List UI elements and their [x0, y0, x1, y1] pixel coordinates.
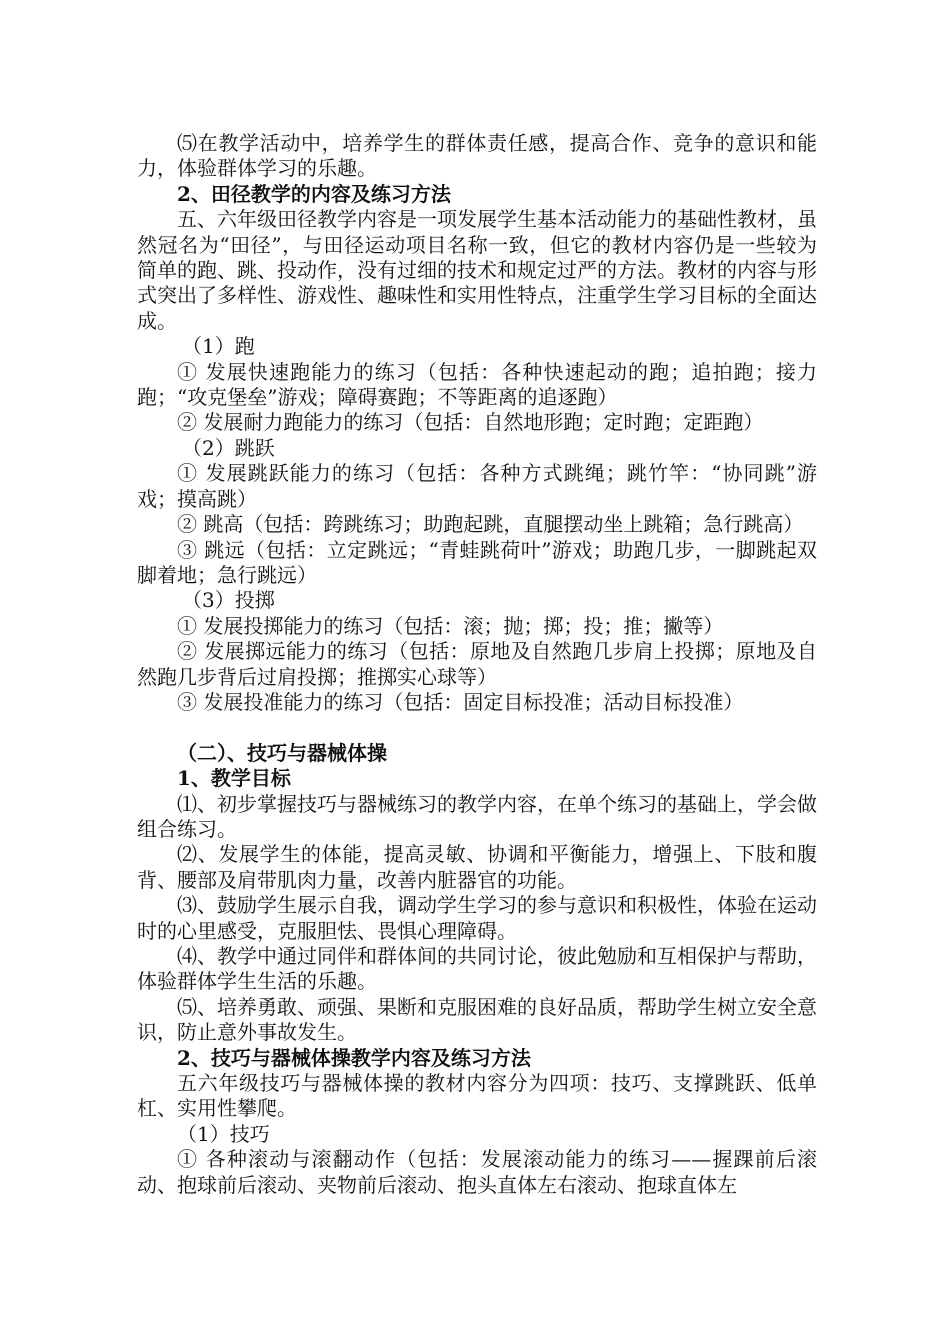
- blank-line: [137, 715, 817, 740]
- section-heading: 2、田径教学的内容及练习方法: [177, 181, 451, 206]
- list-item: ② 跳高（包括：跨跳练习；助跑起跳，直腿摆动坐上跳箱；急行跳高）: [177, 512, 804, 537]
- objective-item: ⑸、培养勇敢、顽强、果断和克服困难的良好品质，帮助学生树立安全意识，防止意外事故发生。: [137, 994, 817, 1045]
- section-heading: 2、技巧与器械体操教学内容及练习方法: [177, 1045, 531, 1070]
- list-item: ③ 发展投准能力的练习（包括：固定目标投准；活动目标投准）: [177, 689, 744, 714]
- list-item: ① 发展快速跑能力的练习（包括：各种快速起动的跑；追拍跑；接力跑；“攻克堡垒”游戏；障碍赛跑；不等距离的追逐跑）: [137, 359, 817, 410]
- paragraph: 五六年级技巧与器械体操的教材内容分为四项：技巧、支撑跳跃、低单杠、实用性攀爬。: [137, 1071, 817, 1121]
- subheading: （1）技巧: [177, 1121, 270, 1146]
- objective-item: ⑴、初步掌握技巧与器械练习的教学内容，在单个练习的基础上，学会做组合练习。: [137, 791, 817, 841]
- list-item: ① 各种滚动与滚翻动作（包括：发展滚动能力的练习——握踝前后滚动、抱球前后滚动、夹物前后滚动、抱头直体左右滚动、抱球直体左: [137, 1147, 817, 1197]
- list-item: ① 发展投掷能力的练习（包括：滚；抛；掷；投；推；撇等）: [177, 613, 724, 638]
- list-item: ① 发展跳跃能力的练习（包括：各种方式跳绳；跳竹竿：“协同跳”游戏；摸高跳）: [137, 461, 817, 511]
- document-page: [137, 131, 817, 1198]
- list-item: ③ 跳远（包括：立定跳远；“青蛙跳荷叶”游戏；助跑几步，一脚跳起双脚着地；急行跳远）: [137, 537, 817, 587]
- subheading: （2）跳跃: [182, 435, 275, 460]
- objective-item: ⑷、教学中通过同伴和群体间的共同讨论，彼此勉励和互相保护与帮助，体验群体学生生活的乐趣。: [137, 943, 817, 994]
- paragraph: ⑸在教学活动中，培养学生的群体责任感，提高合作、竞争的意识和能力，体验群体学习的乐趣。: [137, 131, 817, 181]
- subheading: （1）跑: [182, 334, 255, 359]
- subheading: （3）投掷: [182, 588, 275, 613]
- list-item: ② 发展耐力跑能力的练习（包括：自然地形跑；定时跑；定距跑）: [177, 410, 764, 435]
- list-item: ② 发展掷远能力的练习（包括：原地及自然跑几步肩上投掷；原地及自然跑几步背后过肩投掷；推掷实心球等）: [137, 639, 817, 689]
- objective-item: ⑶、鼓励学生展示自我，调动学生学习的参与意识和积极性，体验在运动时的心里感受，克服胆怯、畏惧心理障碍。: [137, 893, 817, 943]
- objective-item: ⑵、发展学生的体能，提高灵敏、协调和平衡能力，增强上、下肢和腹背、腰部及肩带肌肉力量，改善内脏器官的功能。: [137, 842, 817, 892]
- paragraph: 五、六年级田径教学内容是一项发展学生基本活动能力的基础性教材，虽然冠名为“田径”，与田径运动项目名称一致，但它的教材内容仍是一些较为简单的跑、跳、投动作，没有过细的技术和规定过严的方法。教材的内容与形式突出了多样性、游戏性、趣味性和实用性特点，注重学生学习目标的全面达成。: [137, 207, 817, 333]
- section-heading: 1、教学目标: [177, 766, 291, 791]
- chapter-heading: （二）、技巧与器械体操: [177, 740, 387, 765]
